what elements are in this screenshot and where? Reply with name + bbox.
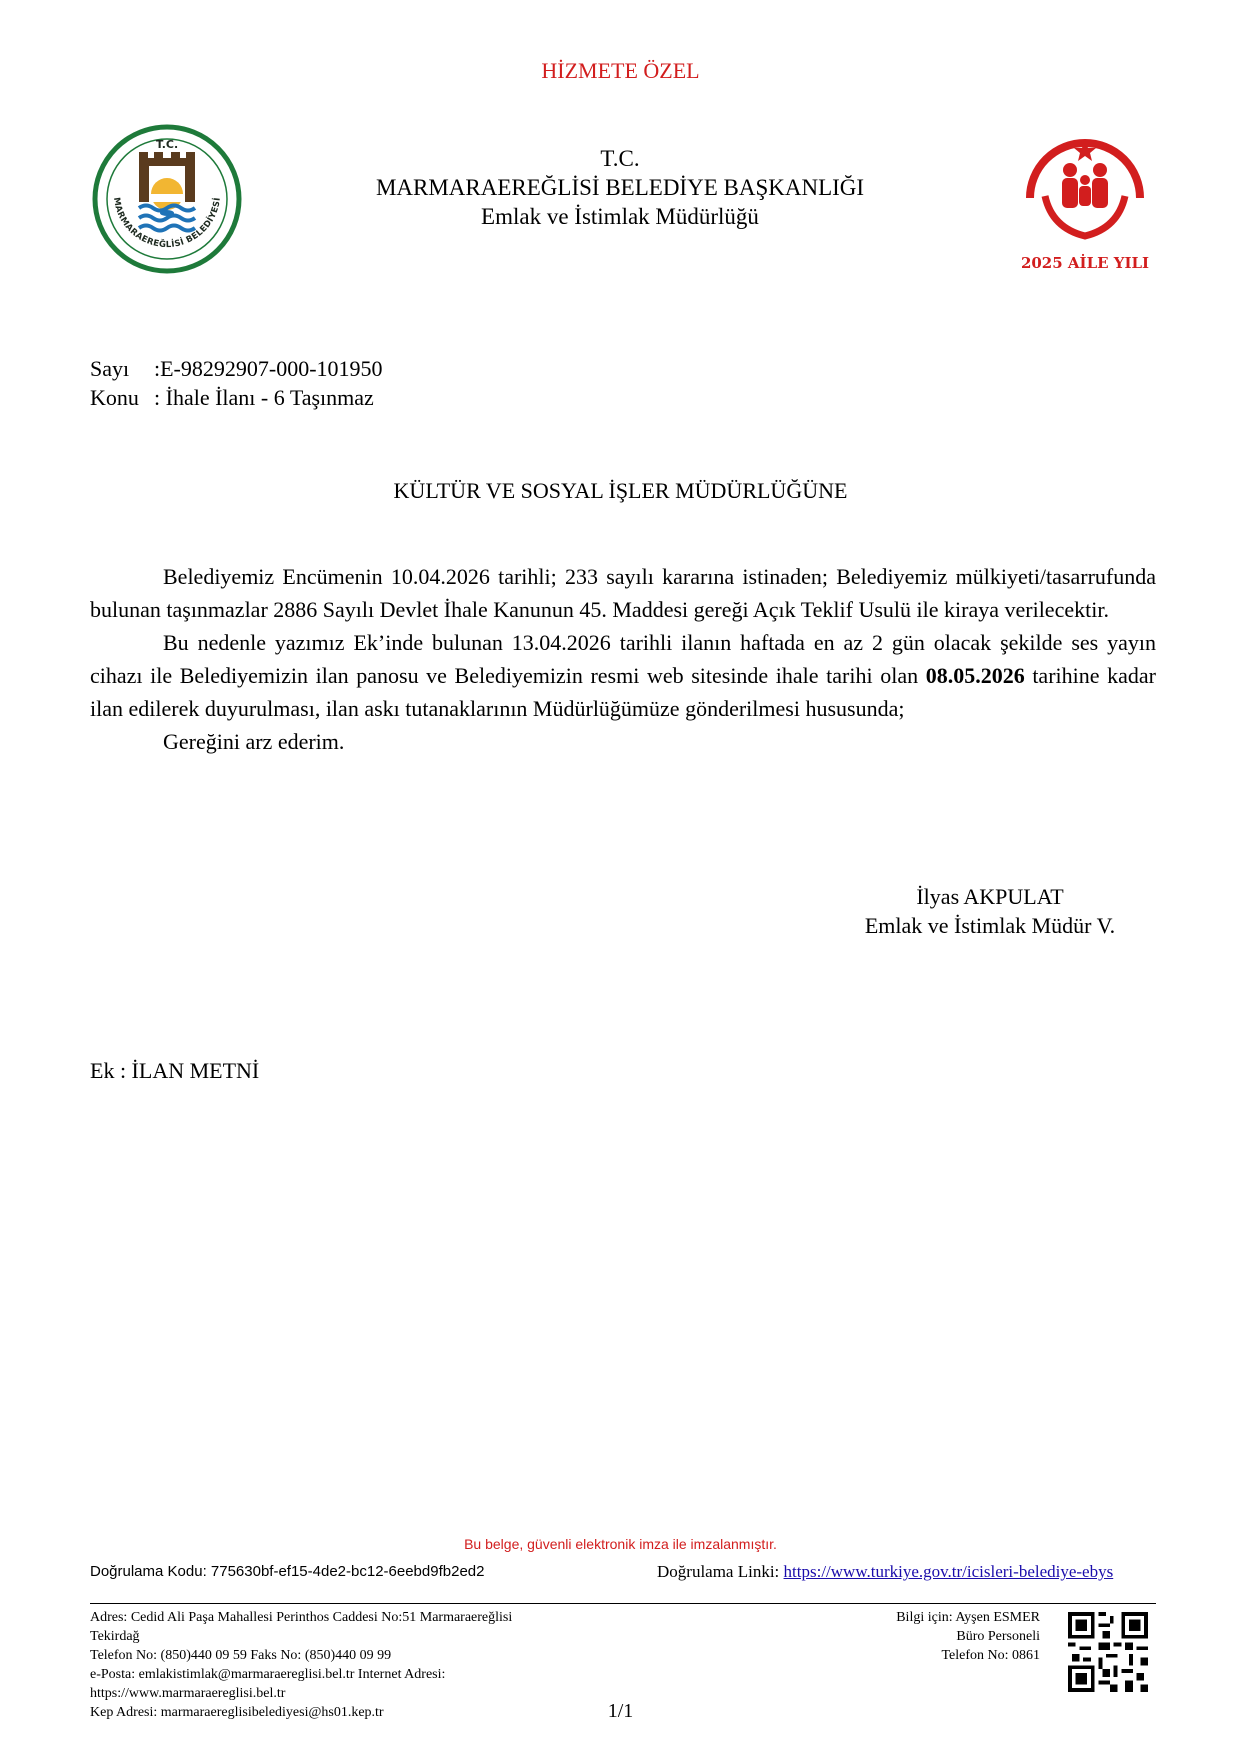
- letterhead: [300, 144, 940, 231]
- signer-title: Emlak ve İstimlak Müdür V.: [864, 913, 1116, 938]
- letterhead-department: Emlak ve İstimlak Müdürlüğü: [481, 204, 759, 229]
- tender-date: 08.05.2026: [925, 663, 1025, 688]
- info-contact-role: Büro Personeli: [956, 1629, 1040, 1644]
- qr-code-icon: [1068, 1612, 1148, 1692]
- e-signature-note: Bu belge, güvenli elektronik imza ile imzalanmıştır.: [464, 1536, 777, 1552]
- body-paragraph-2-start: Bu nedenle yazımız Ek’inde bulunan 13.04.2026 tarihli ilanın haftada en az 2 gün olacak şekilde ses yayın cihazı ile Belediyemizin ilan panosu ve Belediyemizin resmi web sitesinde ihale tarihi olan: [90, 630, 1156, 688]
- signer-name: İlyas AKPULAT: [916, 884, 1064, 909]
- verification-code: Doğrulama Kodu: 775630bf-ef15-4de2-bc12-6eebd9fb2ed2: [90, 1563, 485, 1580]
- classification-label: HİZMETE ÖZEL: [541, 58, 700, 83]
- document-number-value: :E-98292907-000-101950: [154, 356, 383, 381]
- verification-link-line: [657, 1562, 1113, 1582]
- letterhead-institution: MARMARAEREĞLİSİ BELEDİYE BAŞKANLIĞI: [375, 175, 865, 200]
- verification-link[interactable]: https://www.turkiye.gov.tr/icisleri-belediye-ebys: [783, 1562, 1114, 1581]
- body-closing: Gereğini arz ederim.: [163, 729, 345, 754]
- footer-address: Adres: Cedid Ali Paşa Mahallesi Perinthos Caddesi No:51 Marmaraereğlisi Tekirdağ: [90, 1610, 513, 1644]
- footer-web: https://www.marmaraereglisi.bel.tr: [90, 1686, 286, 1701]
- addressee: KÜLTÜR VE SOSYAL İŞLER MÜDÜRLÜĞÜNE: [393, 478, 848, 503]
- verification-link-label: Doğrulama Linki:: [657, 1562, 784, 1581]
- attachment-note: Ek : İLAN METNİ: [90, 1058, 260, 1083]
- letter-body: [90, 560, 1156, 758]
- info-contact-name: Bilgi için: Ayşen ESMER: [896, 1610, 1040, 1625]
- info-contact-phone: Telefon No: 0861: [941, 1648, 1040, 1663]
- seal-tc-text: T.C.: [155, 138, 179, 151]
- document-subject-value: : İhale İlanı - 6 Taşınmaz: [154, 385, 374, 410]
- footer-email: e-Posta: emlakistimlak@marmaraereglisi.bel.tr Internet Adresi:: [90, 1667, 446, 1682]
- document-subject: [90, 385, 374, 411]
- body-paragraph-1: Belediyemiz Encümenin 10.04.2026 tarihli; 233 sayılı kararına istinaden; Belediyemiz mülkiyeti/tasarrufunda bulunan taşınmazlar 2886 Sayılı Devlet İhale Kanunun 45. Maddesi gereği Açık Teklif Usulü ile kiraya verilecektir.: [90, 564, 1156, 622]
- body-paragraph-2: [90, 626, 1156, 725]
- family-year-logo: [1010, 118, 1160, 278]
- letterhead-tc: T.C.: [600, 146, 640, 171]
- footer-phone: Telefon No: (850)440 09 59 Faks No: (850)440 09 99: [90, 1648, 392, 1663]
- document-number: [90, 356, 383, 382]
- family-year-caption: 2025 AİLE YILI: [1020, 254, 1150, 272]
- municipality-seal-logo: [92, 124, 242, 274]
- seal-ring-text: MARMARAEREĞLİSİ BELEDİYESİ: [110, 196, 223, 251]
- document-number-label: Sayı: [90, 356, 130, 381]
- page-number: 1/1: [607, 1700, 634, 1722]
- footer-info-contact: [780, 1608, 1040, 1665]
- body-paragraph-2-end: tarihine kadar ilan edilerek duyurulması, ilan askı tutanaklarının Müdürlüğümüze gönderilmesi hususunda;: [90, 663, 1156, 721]
- footer-kep: Kep Adresi: marmaraereglisibelediyesi@hs01.kep.tr: [90, 1705, 384, 1720]
- document-subject-label: Konu: [90, 385, 139, 410]
- signature-block: [780, 882, 1200, 940]
- footer-divider: [90, 1603, 1156, 1604]
